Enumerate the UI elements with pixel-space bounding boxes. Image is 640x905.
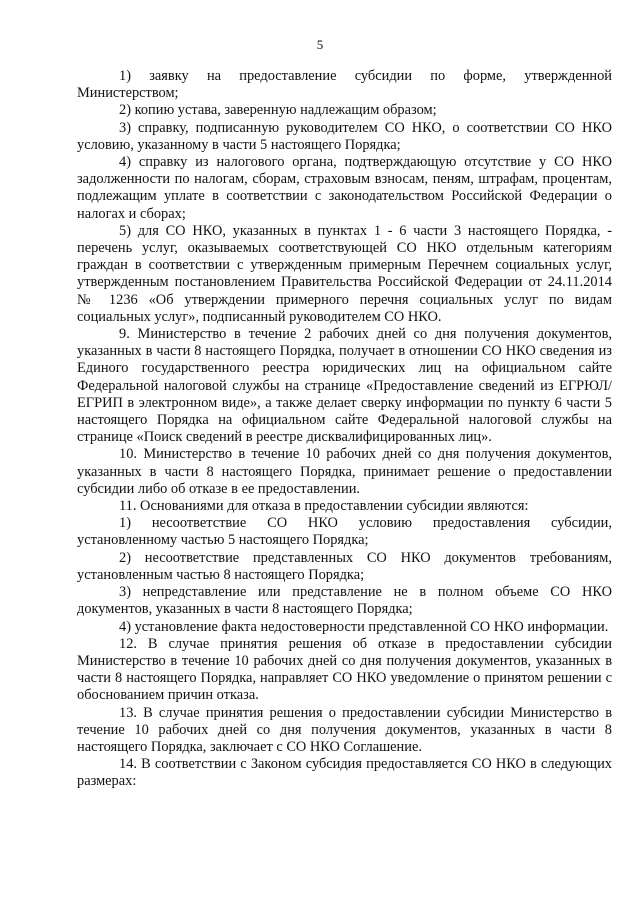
paragraph-reason-1: 1) несоответствие СО НКО условию предоставления субсидии, установленному частью 5 настоящего Порядка; xyxy=(77,515,612,549)
paragraph-item-2: 2) копию устава, заверенную надлежащим образом; xyxy=(119,102,437,119)
page-number: 5 xyxy=(316,37,324,52)
paragraph-section-12: 12. В случае принятия решения об отказе в предоставлении субсидии Министерство в течение 10 рабочих дней со дня получения документов, указанных в части 8 настоящего Порядка, направляет СО НКО уведомление о принятом решении с обоснованием причин отказа. xyxy=(77,635,612,704)
paragraph-section-14: 14. В соответствии с Законом субсидия предоставляется СО НКО в следующих размерах: xyxy=(77,756,612,790)
paragraph-reason-4: 4) установление факта недостоверности представленной СО НКО информации. xyxy=(119,618,609,635)
paragraph-section-9: 9. Министерство в течение 2 рабочих дней со дня получения документов, указанных в части 8 настоящего Порядка, получает в отношении СО НКО сведения из Единого государственного реестра юридических лиц на официальном сайте Федеральной налоговой службы на странице «Предоставление сведений из ЕГРЮЛ/ЕГРИП в электронном виде», а также делает сверку информации по пункту 6 части 5 настоящего Порядка на официальном сайте Федеральной налоговой службы на странице «Поиск сведений в реестре дисквалифицированных лиц». xyxy=(77,326,612,446)
paragraph-item-5: 5) для СО НКО, указанных в пунктах 1 - 6 части 3 настоящего Порядка, - перечень услуг, оказываемых соответствующей СО НКО отдельным категориям граждан в соответствии с утвержденным примерным Перечнем социальных услуг, утвержденным постановлением Правительства Российской Федерации от 24.11.2014 № 1236 «Об утверждении примерного перечня социальных услуг по видам социальных услуг», подписанный руководителем СО НКО. xyxy=(77,222,612,325)
paragraph-reason-3: 3) непредставление или представление не в полном объеме СО НКО документов, указанных в части 8 настоящего Порядка; xyxy=(77,584,612,618)
paragraph-section-13: 13. В случае принятия решения о предоставлении субсидии Министерство в течение 10 рабочих дней со дня получения документов, указанных в части 8 настоящего Порядка, заключает с СО НКО Соглашение. xyxy=(77,704,612,755)
document-body xyxy=(77,68,612,791)
paragraph-item-3: 3) справку, подписанную руководителем СО НКО, о соответствии СО НКО условию, указанному в части 5 настоящего Порядка; xyxy=(77,119,612,153)
paragraph-section-11: 11. Основаниями для отказа в предоставлении субсидии являются: xyxy=(119,498,529,515)
paragraph-reason-2: 2) несоответствие представленных СО НКО документов требованиям, установленным частью 8 настоящего Порядка; xyxy=(77,549,612,583)
paragraph-item-4: 4) справку из налогового органа, подтверждающую отсутствие у СО НКО задолженности по налогам, сборам, страховым взносам, пеням, штрафам, процентам, подлежащим уплате в соответствии с законодательством Российской Федерации о налогах и сборах; xyxy=(77,154,612,222)
paragraph-item-1: 1) заявку на предоставление субсидии по форме, утвержденной Министерством; xyxy=(77,68,612,102)
paragraph-section-10: 10. Министерство в течение 10 рабочих дней со дня получения документов, указанных в части 8 настоящего Порядка, принимает решение о предоставлении субсидии либо об отказе в ее предоставлении. xyxy=(77,446,612,497)
